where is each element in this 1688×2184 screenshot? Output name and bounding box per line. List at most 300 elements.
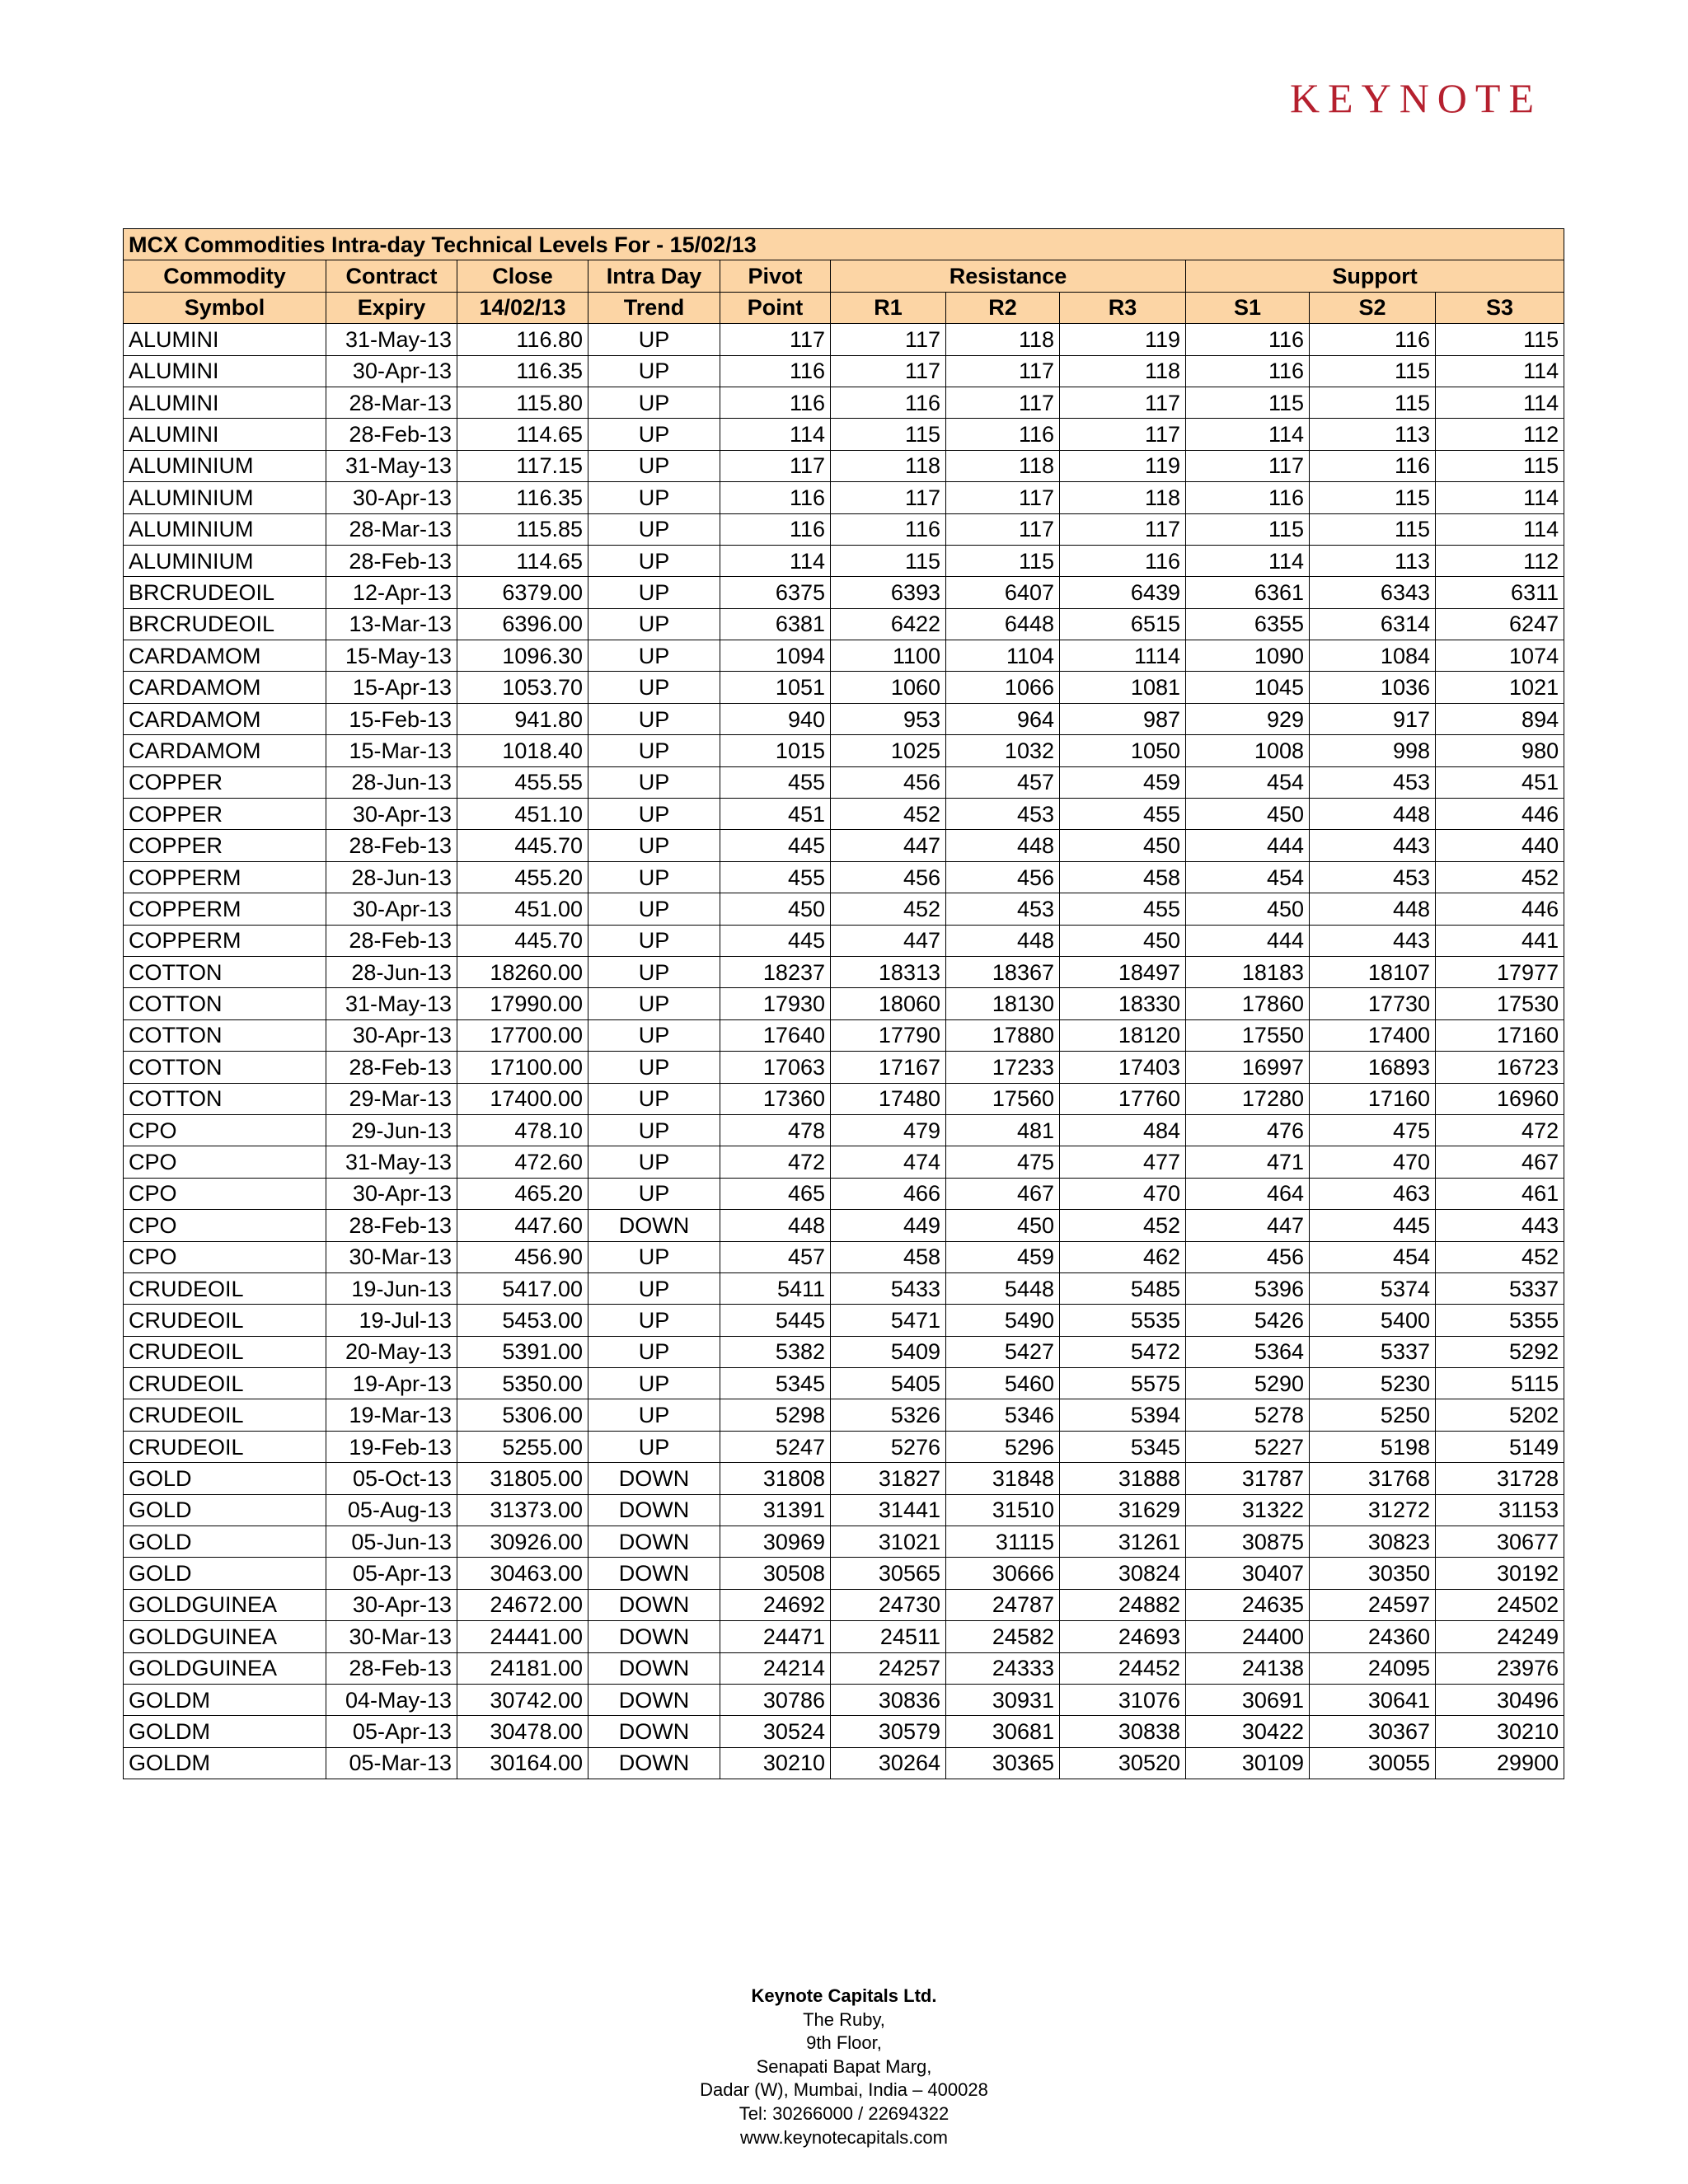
s3-value: 472 <box>1436 1114 1564 1146</box>
commodity-symbol: ALUMINI <box>124 324 326 355</box>
s2-value: 113 <box>1310 419 1436 450</box>
r3-value: 5535 <box>1060 1305 1186 1336</box>
r3-value: 18330 <box>1060 988 1186 1019</box>
s1-value: 24138 <box>1186 1652 1310 1684</box>
header-contract: Contract <box>326 260 457 292</box>
contract-expiry: 19-Apr-13 <box>326 1368 457 1399</box>
pivot-point: 455 <box>720 766 831 798</box>
r2-value: 118 <box>946 450 1060 481</box>
r3-value: 458 <box>1060 861 1186 893</box>
s3-value: 17160 <box>1436 1019 1564 1051</box>
r2-value: 5346 <box>946 1399 1060 1431</box>
s2-value: 24360 <box>1310 1621 1436 1652</box>
contract-expiry: 05-Aug-13 <box>326 1494 457 1526</box>
contract-expiry: 28-Feb-13 <box>326 419 457 450</box>
close-price: 478.10 <box>457 1114 588 1146</box>
table-row <box>124 1558 1564 1589</box>
intraday-trend: DOWN <box>588 1684 720 1715</box>
table-row <box>124 1463 1564 1494</box>
pivot-point: 451 <box>720 799 831 830</box>
commodity-symbol: ALUMINIUM <box>124 545 326 576</box>
commodity-symbol: COPPER <box>124 766 326 798</box>
s2-value: 5198 <box>1310 1431 1436 1462</box>
table-row <box>124 956 1564 987</box>
r1-value: 452 <box>831 799 946 830</box>
commodity-symbol: BRCRUDEOIL <box>124 608 326 640</box>
s1-value: 5426 <box>1186 1305 1310 1336</box>
table-row <box>124 513 1564 545</box>
r1-value: 458 <box>831 1241 946 1272</box>
r3-value: 24693 <box>1060 1621 1186 1652</box>
contract-expiry: 31-May-13 <box>326 450 457 481</box>
r3-value: 462 <box>1060 1241 1186 1272</box>
pivot-point: 24692 <box>720 1589 831 1620</box>
keynote-logo: KEYNOTE <box>1289 75 1542 121</box>
s2-value: 5337 <box>1310 1336 1436 1367</box>
contract-expiry: 30-Mar-13 <box>326 1241 457 1272</box>
commodity-symbol: COTTON <box>124 1083 326 1114</box>
s1-value: 24400 <box>1186 1621 1310 1652</box>
s3-value: 5337 <box>1436 1272 1564 1304</box>
r2-value: 457 <box>946 766 1060 798</box>
table-row <box>124 1114 1564 1146</box>
commodity-symbol: CPO <box>124 1114 326 1146</box>
s3-value: 5115 <box>1436 1368 1564 1399</box>
contract-expiry: 30-Apr-13 <box>326 1178 457 1209</box>
intraday-trend: UP <box>588 799 720 830</box>
pivot-point: 31391 <box>720 1494 831 1526</box>
intraday-trend: UP <box>588 355 720 387</box>
close-price: 5453.00 <box>457 1305 588 1336</box>
intraday-trend: DOWN <box>588 1463 720 1494</box>
s2-value: 5400 <box>1310 1305 1436 1336</box>
close-price: 6396.00 <box>457 608 588 640</box>
pivot-point: 455 <box>720 861 831 893</box>
r2-value: 117 <box>946 355 1060 387</box>
r2-value: 117 <box>946 513 1060 545</box>
intraday-trend: UP <box>588 513 720 545</box>
r1-value: 5276 <box>831 1431 946 1462</box>
s3-value: 29900 <box>1436 1747 1564 1779</box>
commodity-symbol: ALUMINI <box>124 419 326 450</box>
r2-value: 467 <box>946 1178 1060 1209</box>
r2-value: 30931 <box>946 1684 1060 1715</box>
r3-value: 31261 <box>1060 1526 1186 1558</box>
contract-expiry: 30-Apr-13 <box>326 482 457 513</box>
table-row <box>124 1526 1564 1558</box>
r1-value: 117 <box>831 482 946 513</box>
table-row <box>124 735 1564 766</box>
intraday-trend: UP <box>588 766 720 798</box>
r1-value: 5471 <box>831 1305 946 1336</box>
table-row <box>124 1368 1564 1399</box>
table-row <box>124 324 1564 355</box>
pivot-point: 17360 <box>720 1083 831 1114</box>
commodity-symbol: CPO <box>124 1210 326 1241</box>
intraday-trend: UP <box>588 450 720 481</box>
intraday-trend: UP <box>588 1272 720 1304</box>
footer-website[interactable]: www.keynotecapitals.com <box>740 2126 948 2148</box>
close-price: 24181.00 <box>457 1652 588 1684</box>
s1-value: 114 <box>1186 419 1310 450</box>
s2-value: 30367 <box>1310 1716 1436 1747</box>
s2-value: 448 <box>1310 799 1436 830</box>
close-price: 114.65 <box>457 545 588 576</box>
header-intraday: Intra Day <box>588 260 720 292</box>
pivot-point: 6375 <box>720 577 831 608</box>
r2-value: 6448 <box>946 608 1060 640</box>
contract-expiry: 28-Jun-13 <box>326 956 457 987</box>
pivot-point: 18237 <box>720 956 831 987</box>
close-price: 1096.30 <box>457 640 588 672</box>
close-price: 18260.00 <box>457 956 588 987</box>
table-row <box>124 893 1564 925</box>
s3-value: 115 <box>1436 324 1564 355</box>
pivot-point: 1015 <box>720 735 831 766</box>
table-row <box>124 387 1564 418</box>
contract-expiry: 20-May-13 <box>326 1336 457 1367</box>
footer-company: Keynote Capitals Ltd. <box>751 1985 937 2006</box>
close-price: 17700.00 <box>457 1019 588 1051</box>
s3-value: 114 <box>1436 387 1564 418</box>
intraday-trend: DOWN <box>588 1589 720 1620</box>
s3-value: 30192 <box>1436 1558 1564 1589</box>
r1-value: 31021 <box>831 1526 946 1558</box>
contract-expiry: 30-Apr-13 <box>326 355 457 387</box>
s1-value: 30422 <box>1186 1716 1310 1747</box>
contract-expiry: 12-Apr-13 <box>326 577 457 608</box>
header-r1: R1 <box>831 292 946 323</box>
contract-expiry: 28-Feb-13 <box>326 1052 457 1083</box>
close-price: 445.70 <box>457 925 588 956</box>
r3-value: 18497 <box>1060 956 1186 987</box>
r1-value: 30264 <box>831 1747 946 1779</box>
contract-expiry: 31-May-13 <box>326 324 457 355</box>
intraday-trend: DOWN <box>588 1494 720 1526</box>
r3-value: 5575 <box>1060 1368 1186 1399</box>
intraday-trend: DOWN <box>588 1716 720 1747</box>
commodity-symbol: COPPERM <box>124 893 326 925</box>
pivot-point: 5247 <box>720 1431 831 1462</box>
s2-value: 470 <box>1310 1146 1436 1178</box>
r1-value: 5433 <box>831 1272 946 1304</box>
pivot-point: 31808 <box>720 1463 831 1494</box>
r3-value: 31076 <box>1060 1684 1186 1715</box>
table-row <box>124 1272 1564 1304</box>
close-price: 116.80 <box>457 324 588 355</box>
s2-value: 5230 <box>1310 1368 1436 1399</box>
s3-value: 23976 <box>1436 1652 1564 1684</box>
close-price: 5350.00 <box>457 1368 588 1399</box>
s1-value: 115 <box>1186 387 1310 418</box>
technical-levels-table <box>123 228 1564 1779</box>
r3-value: 459 <box>1060 766 1186 798</box>
close-price: 465.20 <box>457 1178 588 1209</box>
commodity-symbol: CRUDEOIL <box>124 1305 326 1336</box>
s2-value: 31272 <box>1310 1494 1436 1526</box>
s1-value: 17280 <box>1186 1083 1310 1114</box>
table-body <box>124 324 1564 1779</box>
commodity-symbol: CRUDEOIL <box>124 1368 326 1399</box>
footer-address-line: 9th Floor, <box>806 2032 882 2054</box>
r3-value: 17403 <box>1060 1052 1186 1083</box>
contract-expiry: 05-Jun-13 <box>326 1526 457 1558</box>
r2-value: 17233 <box>946 1052 1060 1083</box>
intraday-trend: UP <box>588 1336 720 1367</box>
pivot-point: 5411 <box>720 1272 831 1304</box>
intraday-trend: UP <box>588 1178 720 1209</box>
s2-value: 115 <box>1310 355 1436 387</box>
footer-phone: Tel: 30266000 / 22694322 <box>738 2102 950 2124</box>
s3-value: 467 <box>1436 1146 1564 1178</box>
r3-value: 119 <box>1060 450 1186 481</box>
intraday-trend: DOWN <box>588 1652 720 1684</box>
r1-value: 18313 <box>831 956 946 987</box>
r3-value: 24452 <box>1060 1652 1186 1684</box>
r2-value: 456 <box>946 861 1060 893</box>
r2-value: 24787 <box>946 1589 1060 1620</box>
close-price: 17100.00 <box>457 1052 588 1083</box>
r1-value: 5405 <box>831 1368 946 1399</box>
r3-value: 30824 <box>1060 1558 1186 1589</box>
commodity-symbol: GOLDM <box>124 1684 326 1715</box>
s1-value: 456 <box>1186 1241 1310 1272</box>
commodity-symbol: GOLDGUINEA <box>124 1652 326 1684</box>
s1-value: 454 <box>1186 766 1310 798</box>
r3-value: 455 <box>1060 799 1186 830</box>
r1-value: 466 <box>831 1178 946 1209</box>
table-row <box>124 1241 1564 1272</box>
s2-value: 24597 <box>1310 1589 1436 1620</box>
r1-value: 17790 <box>831 1019 946 1051</box>
pivot-point: 116 <box>720 387 831 418</box>
r2-value: 31115 <box>946 1526 1060 1558</box>
contract-expiry: 28-Feb-13 <box>326 925 457 956</box>
r3-value: 117 <box>1060 387 1186 418</box>
table-row <box>124 577 1564 608</box>
r2-value: 475 <box>946 1146 1060 1178</box>
s1-value: 117 <box>1186 450 1310 481</box>
pivot-point: 30508 <box>720 1558 831 1589</box>
r3-value: 18120 <box>1060 1019 1186 1051</box>
r3-value: 31888 <box>1060 1463 1186 1494</box>
commodity-symbol: GOLDGUINEA <box>124 1621 326 1652</box>
close-price: 116.35 <box>457 355 588 387</box>
r3-value: 450 <box>1060 830 1186 861</box>
s1-value: 16997 <box>1186 1052 1310 1083</box>
footer-address-line: The Ruby, <box>803 2008 885 2030</box>
contract-expiry: 30-Apr-13 <box>326 799 457 830</box>
s3-value: 452 <box>1436 1241 1564 1272</box>
pivot-point: 30786 <box>720 1684 831 1715</box>
r1-value: 30565 <box>831 1558 946 1589</box>
commodity-symbol: ALUMINI <box>124 355 326 387</box>
r3-value: 1081 <box>1060 672 1186 703</box>
commodity-symbol: COPPER <box>124 799 326 830</box>
s1-value: 450 <box>1186 893 1310 925</box>
commodity-symbol: BRCRUDEOIL <box>124 577 326 608</box>
commodity-symbol: CARDAMOM <box>124 640 326 672</box>
s3-value: 452 <box>1436 861 1564 893</box>
commodity-symbol: COTTON <box>124 988 326 1019</box>
s2-value: 917 <box>1310 703 1436 734</box>
intraday-trend: UP <box>588 1431 720 1462</box>
close-price: 117.15 <box>457 450 588 481</box>
pivot-point: 448 <box>720 1210 831 1241</box>
r1-value: 115 <box>831 419 946 450</box>
intraday-trend: UP <box>588 387 720 418</box>
intraday-trend: UP <box>588 1083 720 1114</box>
contract-expiry: 19-Jul-13 <box>326 1305 457 1336</box>
pivot-point: 5345 <box>720 1368 831 1399</box>
pivot-point: 5445 <box>720 1305 831 1336</box>
r3-value: 117 <box>1060 513 1186 545</box>
close-price: 5417.00 <box>457 1272 588 1304</box>
s1-value: 30109 <box>1186 1747 1310 1779</box>
s2-value: 5374 <box>1310 1272 1436 1304</box>
s3-value: 451 <box>1436 766 1564 798</box>
s3-value: 17530 <box>1436 988 1564 1019</box>
close-price: 472.60 <box>457 1146 588 1178</box>
r1-value: 447 <box>831 830 946 861</box>
contract-expiry: 29-Jun-13 <box>326 1114 457 1146</box>
s2-value: 998 <box>1310 735 1436 766</box>
intraday-trend: UP <box>588 830 720 861</box>
s2-value: 445 <box>1310 1210 1436 1241</box>
commodity-symbol: CARDAMOM <box>124 735 326 766</box>
s3-value: 24502 <box>1436 1589 1564 1620</box>
intraday-trend: UP <box>588 1305 720 1336</box>
commodity-symbol: GOLD <box>124 1526 326 1558</box>
contract-expiry: 28-Jun-13 <box>326 766 457 798</box>
r1-value: 5326 <box>831 1399 946 1431</box>
r3-value: 5394 <box>1060 1399 1186 1431</box>
r1-value: 24257 <box>831 1652 946 1684</box>
r3-value: 477 <box>1060 1146 1186 1178</box>
r2-value: 30681 <box>946 1716 1060 1747</box>
commodity-symbol: ALUMINIUM <box>124 482 326 513</box>
s2-value: 18107 <box>1310 956 1436 987</box>
s1-value: 5278 <box>1186 1399 1310 1431</box>
r1-value: 449 <box>831 1210 946 1241</box>
s1-value: 18183 <box>1186 956 1310 987</box>
pivot-point: 117 <box>720 450 831 481</box>
r3-value: 1050 <box>1060 735 1186 766</box>
r1-value: 447 <box>831 925 946 956</box>
commodity-symbol: COTTON <box>124 1052 326 1083</box>
pivot-point: 6381 <box>720 608 831 640</box>
s2-value: 6343 <box>1310 577 1436 608</box>
s2-value: 116 <box>1310 450 1436 481</box>
commodity-symbol: COPPER <box>124 830 326 861</box>
pivot-point: 116 <box>720 355 831 387</box>
r2-value: 1104 <box>946 640 1060 672</box>
close-price: 5391.00 <box>457 1336 588 1367</box>
close-price: 114.65 <box>457 419 588 450</box>
contract-expiry: 19-Jun-13 <box>326 1272 457 1304</box>
header-row-2 <box>124 292 1564 323</box>
s3-value: 980 <box>1436 735 1564 766</box>
pivot-point: 478 <box>720 1114 831 1146</box>
close-price: 447.60 <box>457 1210 588 1241</box>
r1-value: 6422 <box>831 608 946 640</box>
contract-expiry: 05-Mar-13 <box>326 1747 457 1779</box>
s1-value: 1008 <box>1186 735 1310 766</box>
s1-value: 1045 <box>1186 672 1310 703</box>
commodity-symbol: COPPERM <box>124 861 326 893</box>
table-row <box>124 703 1564 734</box>
pivot-point: 116 <box>720 513 831 545</box>
s3-value: 5292 <box>1436 1336 1564 1367</box>
table-title-row <box>124 229 1564 260</box>
s2-value: 443 <box>1310 925 1436 956</box>
header-pivot: Pivot <box>720 260 831 292</box>
intraday-trend: DOWN <box>588 1621 720 1652</box>
commodity-symbol: COPPERM <box>124 925 326 956</box>
table-row <box>124 799 1564 830</box>
r1-value: 115 <box>831 545 946 576</box>
contract-expiry: 31-May-13 <box>326 988 457 1019</box>
intraday-trend: UP <box>588 608 720 640</box>
s1-value: 5396 <box>1186 1272 1310 1304</box>
close-price: 31373.00 <box>457 1494 588 1526</box>
r2-value: 31848 <box>946 1463 1060 1494</box>
header-close: Close <box>457 260 588 292</box>
r1-value: 117 <box>831 324 946 355</box>
close-price: 5255.00 <box>457 1431 588 1462</box>
r3-value: 450 <box>1060 925 1186 956</box>
s3-value: 17977 <box>1436 956 1564 987</box>
contract-expiry: 19-Feb-13 <box>326 1431 457 1462</box>
s1-value: 450 <box>1186 799 1310 830</box>
s3-value: 31728 <box>1436 1463 1564 1494</box>
s3-value: 446 <box>1436 799 1564 830</box>
table-row <box>124 608 1564 640</box>
header-commodity: Commodity <box>124 260 326 292</box>
intraday-trend: UP <box>588 577 720 608</box>
table-row <box>124 640 1564 672</box>
commodity-symbol: CRUDEOIL <box>124 1336 326 1367</box>
pivot-point: 17640 <box>720 1019 831 1051</box>
r1-value: 456 <box>831 861 946 893</box>
r2-value: 115 <box>946 545 1060 576</box>
contract-expiry: 28-Mar-13 <box>326 387 457 418</box>
contract-expiry: 15-Feb-13 <box>326 703 457 734</box>
r1-value: 452 <box>831 893 946 925</box>
r2-value: 448 <box>946 925 1060 956</box>
pivot-point: 116 <box>720 482 831 513</box>
commodity-symbol: ALUMINI <box>124 387 326 418</box>
r2-value: 5448 <box>946 1272 1060 1304</box>
table-row <box>124 482 1564 513</box>
intraday-trend: UP <box>588 419 720 450</box>
close-price: 24441.00 <box>457 1621 588 1652</box>
header-symbol: Symbol <box>124 292 326 323</box>
pivot-point: 940 <box>720 703 831 734</box>
r3-value: 30838 <box>1060 1716 1186 1747</box>
r1-value: 17480 <box>831 1083 946 1114</box>
pivot-point: 450 <box>720 893 831 925</box>
s1-value: 5364 <box>1186 1336 1310 1367</box>
table-row <box>124 925 1564 956</box>
close-price: 115.80 <box>457 387 588 418</box>
r2-value: 117 <box>946 387 1060 418</box>
r2-value: 118 <box>946 324 1060 355</box>
s2-value: 453 <box>1310 861 1436 893</box>
r2-value: 1032 <box>946 735 1060 766</box>
r2-value: 24582 <box>946 1621 1060 1652</box>
close-price: 451.00 <box>457 893 588 925</box>
